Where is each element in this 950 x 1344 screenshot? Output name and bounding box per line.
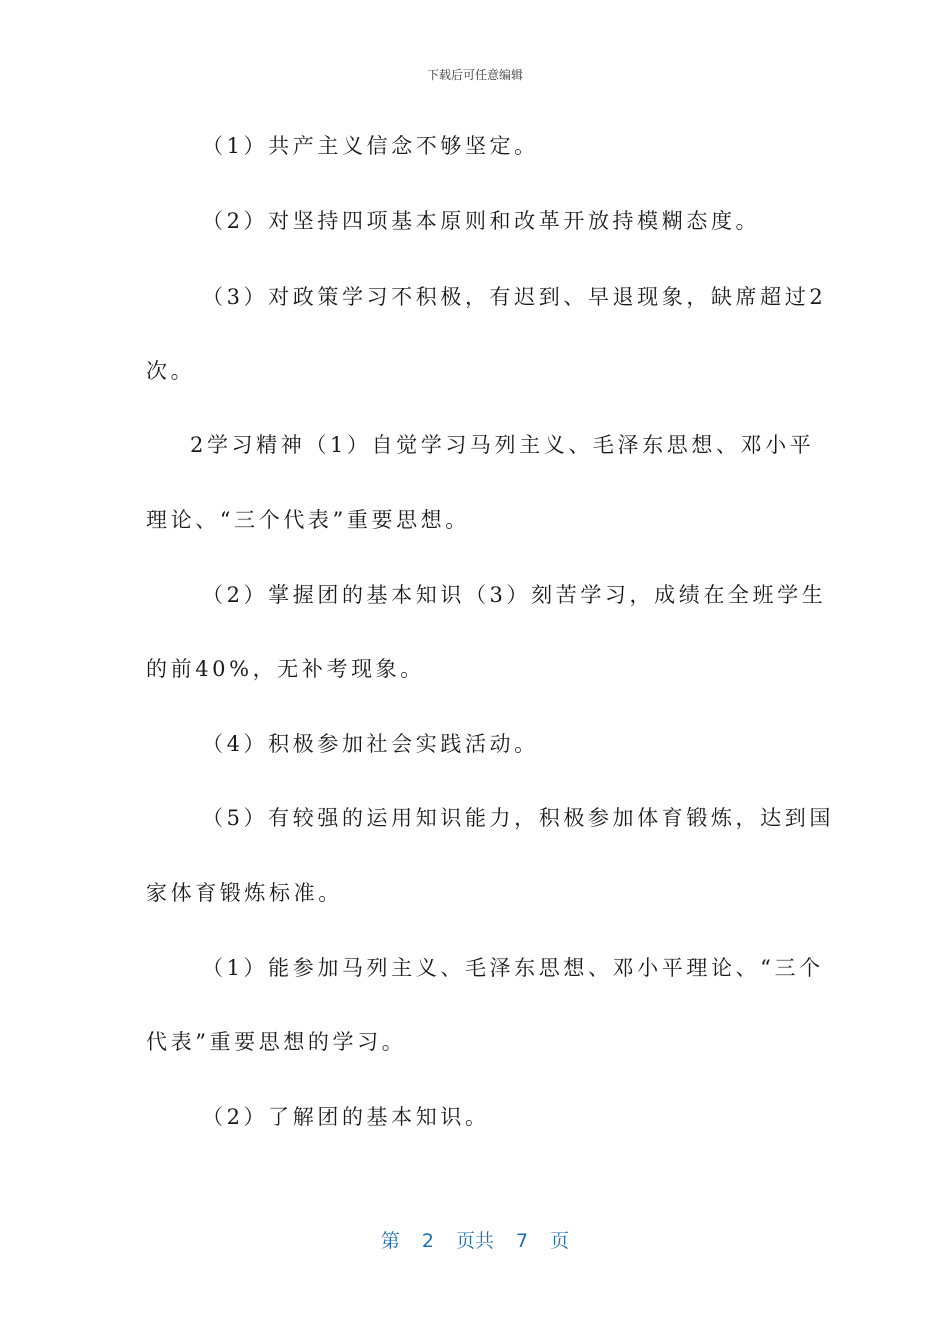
- paragraph-line: 理论、“三个代表”重要思想。: [146, 508, 470, 532]
- paragraph-line: 家体育锻炼标准。: [146, 881, 343, 905]
- paragraph-line: 代表”重要思想的学习。: [146, 1030, 407, 1054]
- footer-total-pages: 7: [516, 1230, 529, 1252]
- paragraph-line: （2）掌握团的基本知识（3）刻苦学习，成绩在全班学生: [202, 583, 827, 607]
- footer-label-ye: 页: [550, 1230, 570, 1252]
- paragraph-line: 的前40%，无补考现象。: [146, 657, 425, 681]
- page-header-note: 下载后可任意编辑: [426, 68, 523, 82]
- paragraph-line: （3）对政策学习不积极，有迟到、早退现象，缺席超过2: [202, 285, 827, 309]
- paragraph-line: 次。: [146, 359, 196, 383]
- paragraph-line: （1）能参加马列主义、毛泽东思想、邓小平理论、“三个: [202, 956, 824, 980]
- paragraph-line: （4）积极参加社会实践活动。: [202, 732, 539, 756]
- paragraph-line: 2学习精神（1）自觉学习马列主义、毛泽东思想、邓小平: [190, 433, 815, 457]
- footer-current-page: 2: [421, 1230, 434, 1252]
- page-footer: [0, 1226, 950, 1253]
- paragraph-line: （2）了解团的基本知识。: [202, 1105, 490, 1129]
- paragraph-line: （1）共产主义信念不够坚定。: [202, 134, 539, 158]
- footer-label-ye-gong: 页共: [455, 1230, 494, 1252]
- paragraph-line: （5）有较强的运用知识能力，积极参加体育锻炼，达到国: [202, 806, 834, 830]
- footer-label-di: 第: [380, 1230, 400, 1252]
- paragraph-line: （2）对坚持四项基本原则和改革开放持模糊态度。: [202, 209, 761, 233]
